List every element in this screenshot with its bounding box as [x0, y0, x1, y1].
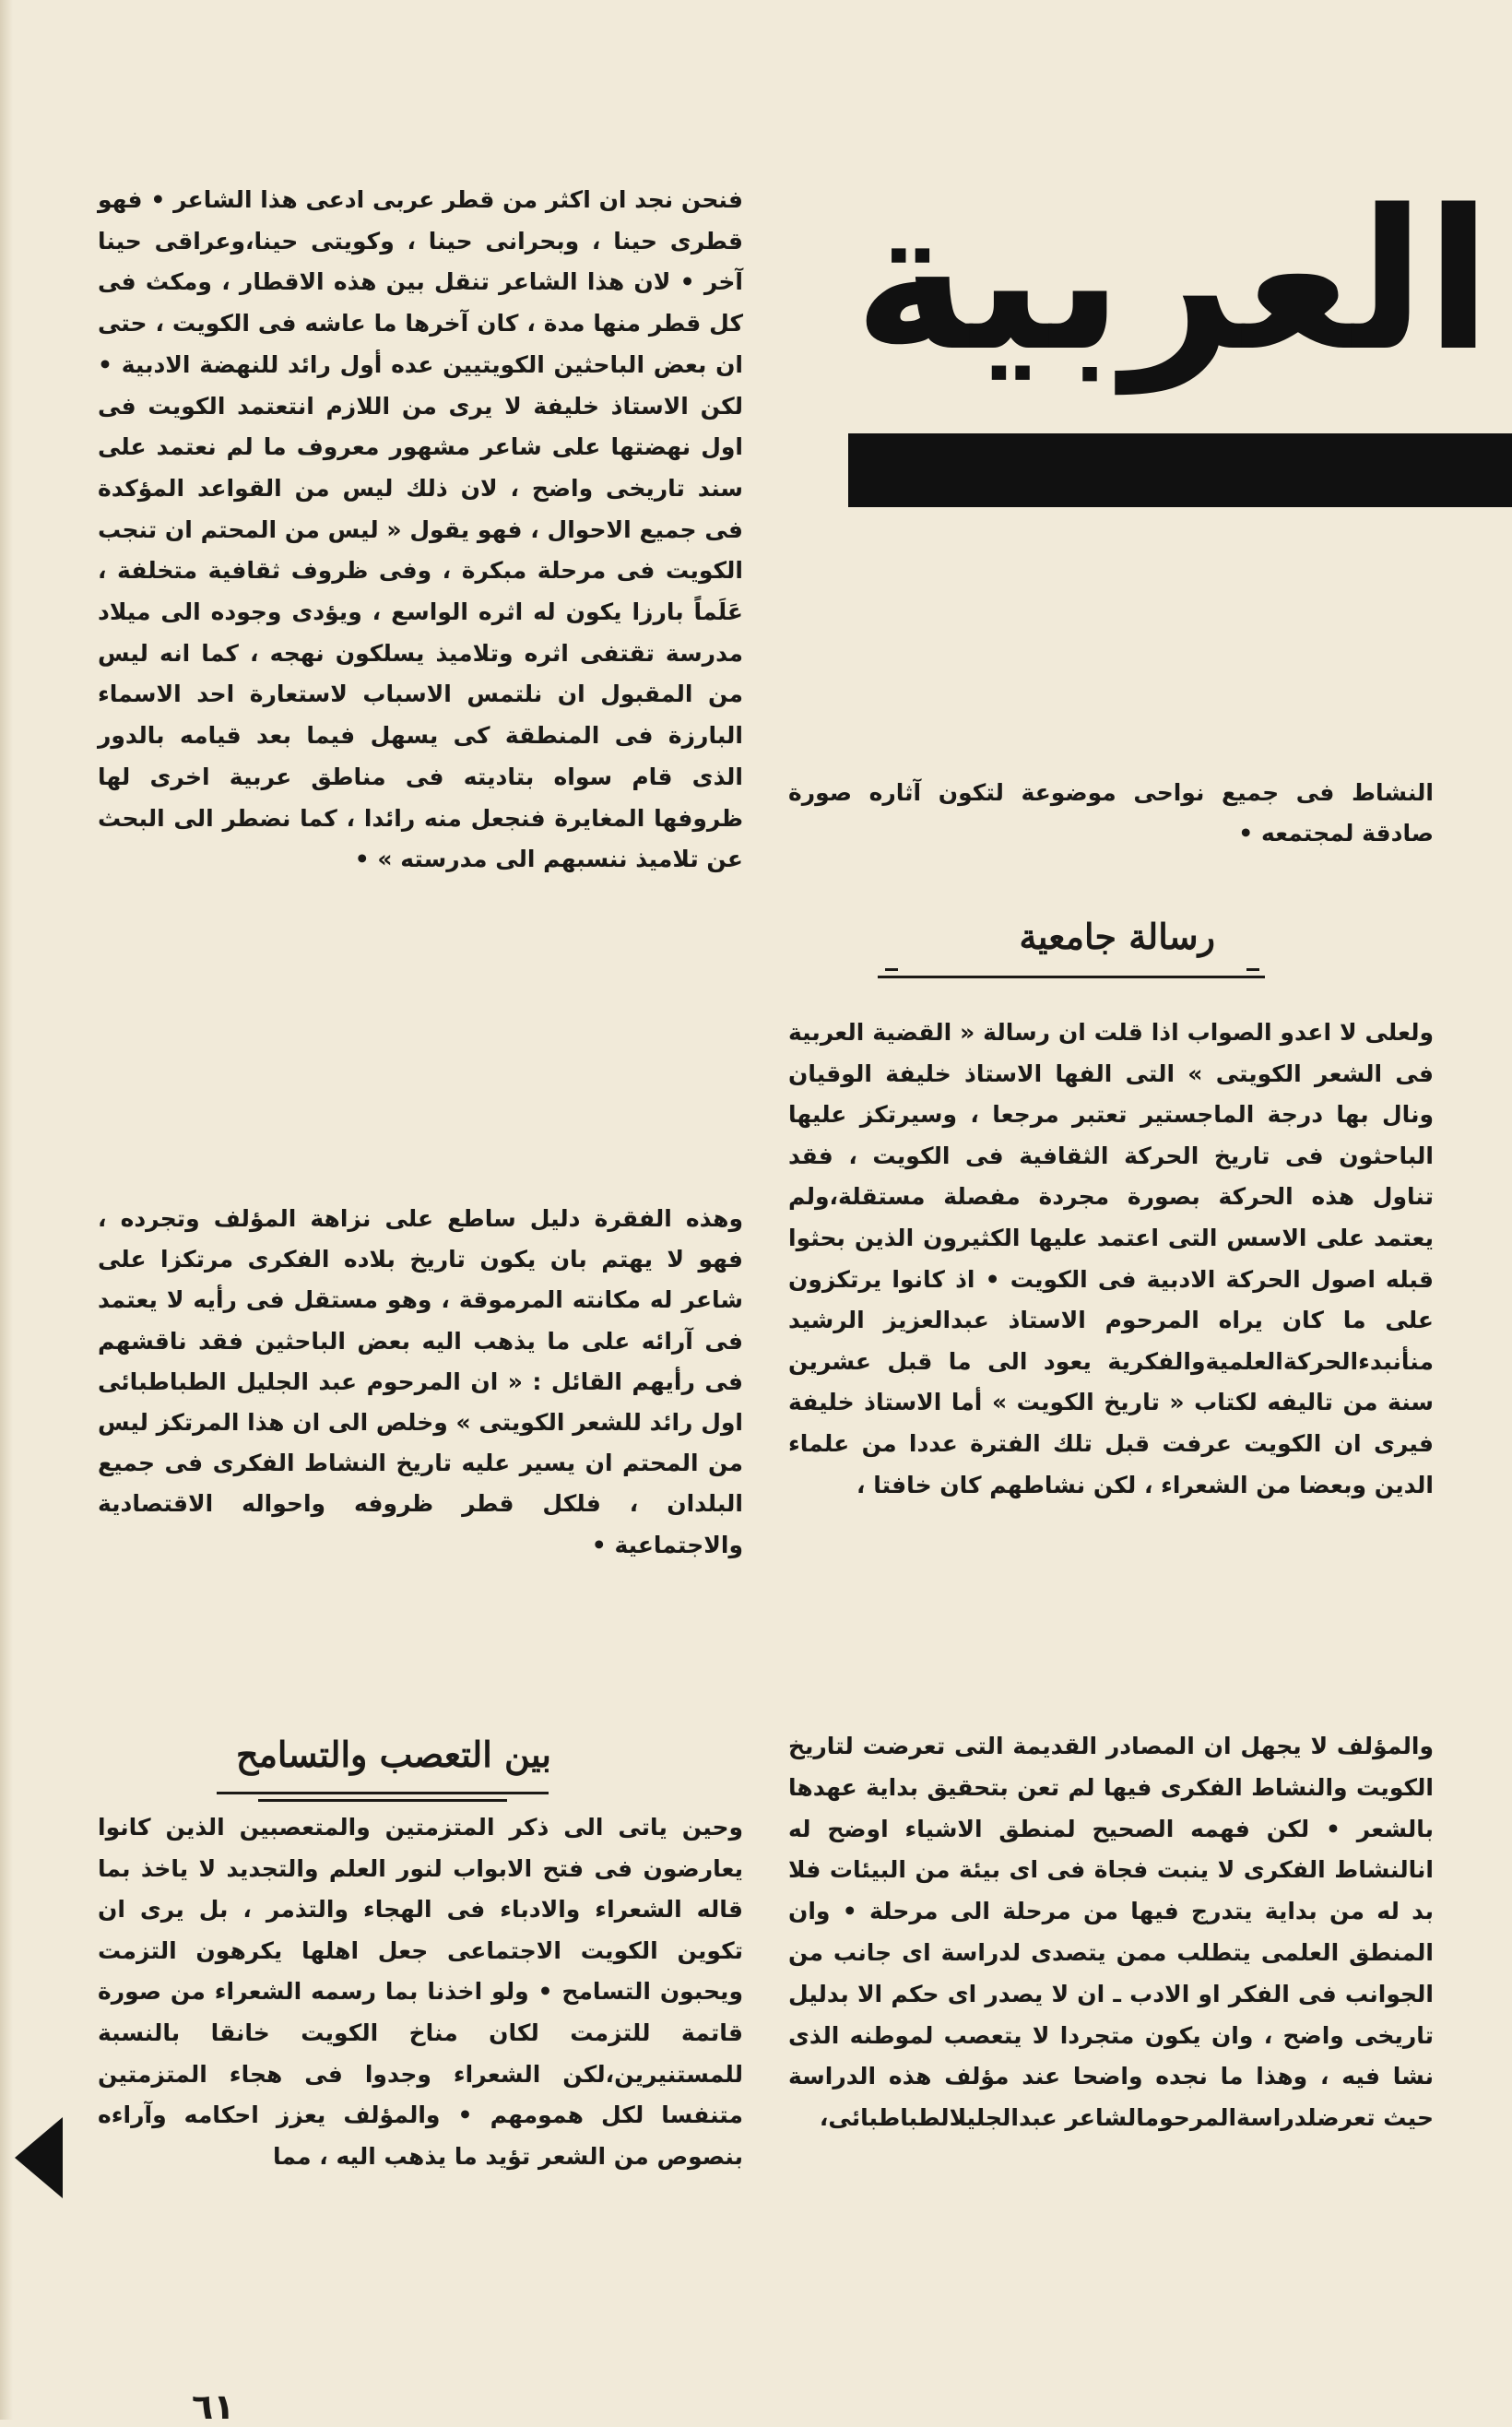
right-paragraph-0-text: النشاط فى جميع نواحى موضوعة لتكون آثاره صورة صادقة لمجتمعه •: [788, 779, 1434, 846]
masthead-title: العربية: [854, 168, 1492, 394]
right-paragraph-2-text: والمؤلف لا يجهل ان المصادر القديمة التى تعرضت لتاريخ الكويت والنشاط الفكرى فيها لم تعن بتحقيق بداية عهدها بالشعر • لكن فهمه الصحيح لمنطق الاشياء اوضح له انالنشاط الفكرى لا ينبت فجاة فى اى بيئة من البيئات فلا بد له من بداية يتدرج فيها من مرحلة الى مرحلة • وان المنطق العلمى يتطلب ممن يتصدى لدراسة اى جانب من الجوانب فى الفكر او الادب ـ ان لا يصدر اى حكم الا بدليل تاريخى واضح ، وان يكون متجردا لا يتعصب لموطنه الذى نشا فيه ، وهذا ما نجده واضحا عند مؤلف هذه الدراسة حيث تعرضلدراسةالمرحومالشاعر عبدالجليلالطباطبائى،: [788, 1733, 1434, 2132]
right-paragraph-1-text: ولعلى لا اعدو الصواب اذا قلت ان رسالة « القضية العربية فى الشعر الكويتى » التى الفها الاستاذ خليفة الوقيان ونال بها درجة الماجستير تعتبر مرجعا ، وسيرتكز عليها الباحثون فى تاريخ الحركة الثقافية فى الكويت ، فقد تناول هذه الحركة بصورة مجردة مفصلة مستقلة،ولم يعتمد على الاسس التى اعتمد عليها الكثيرون الذين بحثوا قبله اصول الحركة الادبية فى الكويت • اذ كانوا يرتكزون على ما كان يراه المرحوم الاستاذ عبدالعزيز الرشيد منأنبدءالحركةالعلميةوالفكرية يعود الى ما قبل عشرين سنة من تاليفه لكتاب « تاريخ الكويت » أما الاستاذ خليفة فيرى ان الكويت عرفت قبل تلك الفترة عددا من علماء الدين وبعضا من الشعراء ، لكن نشاطهم كان خافتا ،: [788, 1019, 1434, 1498]
heading-tick-left: [885, 968, 898, 971]
left-paragraph-2-text: وهذه الفقرة دليل ساطع على نزاهة المؤلف وتجرده ، فهو لا يهتم بان يكون تاريخ بلاده الفكرى مرتكزا على شاعر له مكانته المرموقة ، وهو مستقل فى رأيه لا يعتمد فى آرائه على ما يذهب اليه بعض الباحثين فقد ناقشهم فى رأيهم القائل : « ان المرحوم عبد الجليل الطباطبائى اول رائد للشعر الكويتى » وخلص الى ان هذا المرتكز ليس من المحتم ان يسير عليه تاريخ النشاط الفكرى فى جميع البلدان ، فلكل قطر ظروفه واحواله الاقتصادية والاجتماعية •: [98, 1205, 743, 1558]
right-section-heading: رسالة جامعية: [1019, 916, 1215, 957]
right-paragraph-1: [788, 1012, 1434, 1506]
left-section-heading: بين التعصب والتسامح: [236, 1734, 551, 1775]
left-paragraph-1: [98, 180, 743, 881]
left-paragraph-1-text: فنحن نجد ان اكثر من قطر عربى ادعى هذا الشاعر • فهو قطرى حينا ، وبحرانى حينا ، وكويتى حينا،وعراقى حينا آخر • لان هذا الشاعر تنقل بين هذه الاقطار ، ومكث فى كل قطر منها مدة ، كان آخرها ما عاشه فى الكويت ، حتى ان بعض الباحثين الكويتيين عده أول رائد للنهضة الادبية • لكن الاستاذ خليفة لا يرى من اللازم انتعتمد الكويت فى اول نهضتها على شاعر مشهور معروف ما لم نعتمد على سند تاريخى واضح ، لان ذلك ليس من القواعد المؤكدة فى جميع الاحوال ، فهو يقول « ليس من المحتم ان تنجب الكويت فى مرحلة مبكرة ، وفى ظروف ثقافية متخلفة ، عَلَماً بارزا يكون له اثره الواسع ، ويؤدى وجوده الى ميلاد مدرسة تقتفى اثره وتلاميذ يسلكون نهجه ، كما انه ليس من المقبول ان نلتمس الاسباب لاستعارة احد الاسماء البارزة فى المنطقة كى يسهل فيما بعد قيامه بالدور الذى قام سواه بتاديته فى مناطق عربية اخرى لها ظروفها المغايرة فنجعل منه رائدا ، كما نضطر الى البحث عن تلاميذ ننسبهم الى مدرسته » •: [98, 186, 743, 873]
right-heading-underline: [878, 976, 1265, 978]
masthead: [848, 168, 1512, 636]
left-paragraph-3-text: وحين ياتى الى ذكر المتزمتين والمتعصبين الذين كانوا يعارضون فى فتح الابواب لنور العلم والتجديد لا ياخذ بما قاله الشعراء والادباء فى الهجاء والتذمر ، بل يرى ان تكوين الكويت الاجتماعى جعل اهلها يكرهون التزمت ويحبون التسامح • ولو اخذنا بما رسمه الشعراء من صورة قاتمة للتزمت لكان مناخ الكويت خانقا بالنسبة للمستنيرين،لكن الشعراء وجدوا فى هجاء المتزمتين متنفسا لكل همومهم • والمؤلف يعزز احكامه وآراءه بنصوص من الشعر تؤيد ما يذهب اليه ، مما: [98, 1814, 743, 2170]
masthead-bar: [848, 433, 1512, 507]
page-edge: [0, 0, 13, 2420]
heading-tick-right: [1246, 968, 1259, 971]
left-paragraph-3: [98, 1807, 743, 2177]
right-paragraph-0: [788, 773, 1434, 854]
left-heading-underline: [217, 1792, 549, 1794]
left-paragraph-2: [98, 1199, 743, 1566]
left-heading-underline-2: [258, 1799, 507, 1802]
page-number: ٦١: [192, 2386, 235, 2427]
triangle-left-icon: [15, 2117, 63, 2198]
right-paragraph-2: [788, 1726, 1434, 2139]
